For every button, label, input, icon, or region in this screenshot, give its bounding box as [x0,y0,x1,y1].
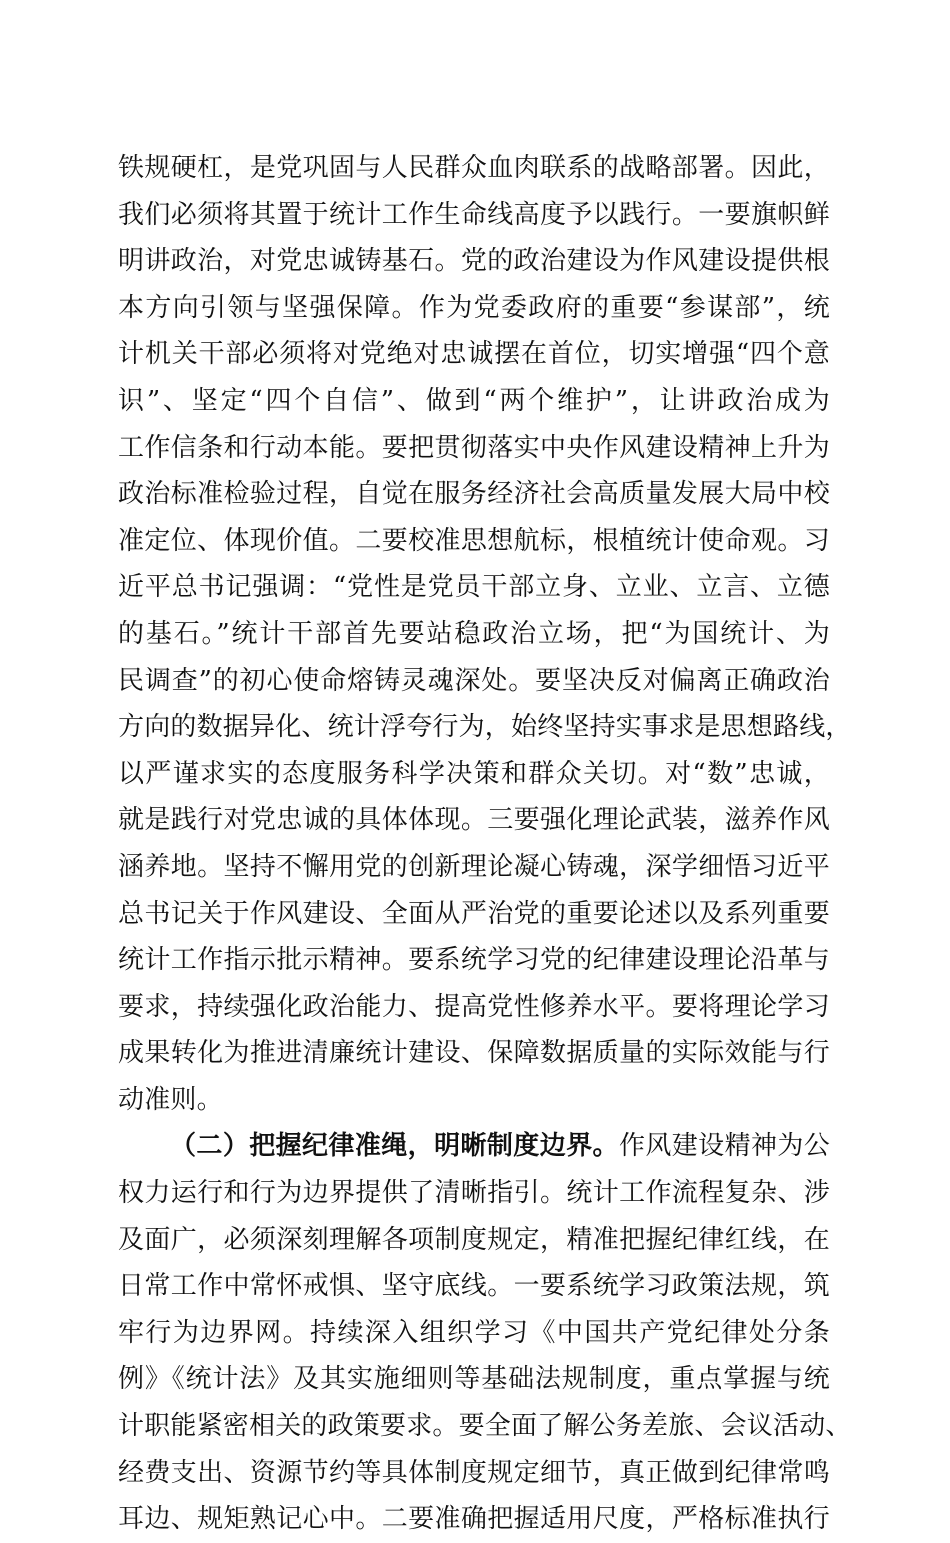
text-line: 政治标准检验过程，自觉在服务经济社会高质量发展大局中校 [118,479,830,510]
text-line: 经费支出、资源节约等具体制度规定细节，真正做到纪律常鸣 [118,1457,830,1488]
text-line: 例》《统计法》及其实施细则等基础法规制度，重点掌握与统 [118,1364,830,1395]
text-line: 总书记关于作风建设、全面从严治党的重要论述以及系列重要 [118,898,830,929]
text-line: 我们必须将其置于统计工作生命线高度予以践行。一要旗帜鲜 [118,199,830,230]
text-line: 统计工作指示批示精神。要系统学习党的纪律建设理论沿革与 [118,945,830,976]
text-line: 动准则。 [118,1084,223,1115]
text-line: 近平总书记强调：“党性是党员干部立身、立业、立言、立德 [118,572,830,603]
text-line: 的基石。”统计干部首先要站稳政治立场，把“为国统计、为 [118,618,830,649]
text-line: 以严谨求实的态度服务科学决策和群众关切。对“数”忠诚， [118,758,830,789]
text-line: 就是践行对党忠诚的具体体现。三要强化理论武装，滋养作风 [118,805,830,836]
text-line: 耳边、规矩熟记心中。二要准确把握适用尺度，严格标准执行 [118,1504,830,1535]
text-line: 日常工作中常怀戒惧、坚守底线。一要系统学习政策法规，筑 [118,1271,830,1302]
text-line: 本方向引领与坚强保障。作为党委政府的重要“参谋部”，统 [118,292,830,323]
text-line: 民调查”的初心使命熔铸灵魂深处。要坚决反对偏离正确政治 [118,665,830,696]
text-line: 计职能紧密相关的政策要求。要全面了解公务差旅、会议活动、 [118,1411,852,1442]
text-line: 要求，持续强化政治能力、提高党性修养水平。要将理论学习 [118,991,830,1022]
paragraph-first-line [118,1123,830,1170]
document-body [118,145,852,1543]
text-line: 铁规硬杠，是党巩固与人民群众血肉联系的战略部署。因此， [118,153,830,183]
paragraph-2 [118,1123,852,1542]
paragraph-1 [118,145,852,1123]
text-line: 涵养地。坚持不懈用党的创新理论凝心铸魂，深学细悟习近平 [118,851,830,882]
text-line: 准定位、体现价值。二要校准思想航标，根植统计使命观。习 [118,525,830,556]
text-line: 识”、坚定“四个自信”、做到“两个维护”，让讲政治成为 [118,385,830,416]
text-line: 工作信条和行动本能。要把贯彻落实中央作风建设精神上升为 [118,432,830,463]
text-line: 权力运行和行为边界提供了清晰指引。统计工作流程复杂、涉 [118,1178,830,1209]
text-line: 方向的数据异化、统计浮夸行为，始终坚持实事求是思想路线， [118,712,852,743]
heading-line-text: 作风建设精神为公 [618,1131,830,1162]
text-line: 成果转化为推进清廉统计建设、保障数据质量的实际效能与行 [118,1038,830,1069]
text-line: 计机关干部必须将对党绝对忠诚摆在首位，切实增强“四个意 [118,339,830,370]
text-line: 及面广，必须深刻理解各项制度规定，精准把握纪律红线，在 [118,1224,830,1255]
text-line: 牢行为边界网。持续深入组织学习《中国共产党纪律处分条 [118,1317,830,1348]
text-line: 明讲政治，对党忠诚铸基石。党的政治建设为作风建设提供根 [118,246,830,277]
section-heading: （二）把握纪律准绳，明晰制度边界。 [170,1131,619,1162]
